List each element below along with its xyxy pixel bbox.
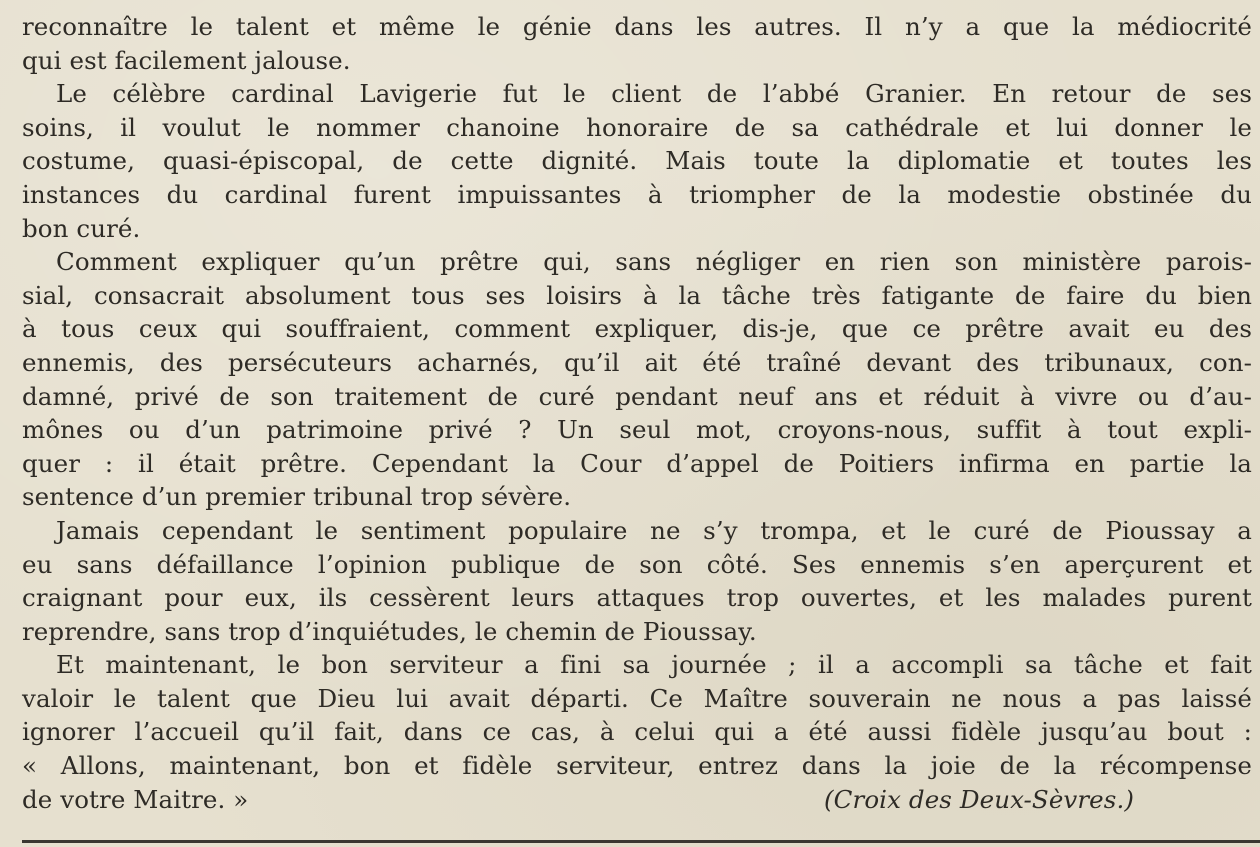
- text-line: reprendre, sans trop d’inquiétudes, le chemin de Pioussay.: [22, 616, 757, 646]
- text-line: ennemis, des persécuteurs acharnés, qu’il ait été traîné devant des tribunaux, con-: [22, 347, 1252, 377]
- text-line: mônes ou d’un patrimoine privé ? Un seul mot, croyons-nous, suffit à tout expli-: [22, 415, 1252, 445]
- text-line: craignant pour eux, ils cessèrent leurs attaques trop ouvertes, et les malades purent: [22, 583, 1252, 613]
- closing-text: de votre Maitre. »: [22, 784, 249, 814]
- text-line: Comment expliquer qu’un prêtre qui, sans négliger en rien son ministère parois-: [56, 247, 1252, 277]
- text-line: ignorer l’accueil qu’il fait, dans ce cas, à celui qui a été aussi fidèle jusqu’au bout :: [22, 717, 1252, 747]
- text-line: valoir le talent que Dieu lui avait départi. Ce Maître souverain ne nous a pas laissé: [22, 683, 1252, 713]
- text-line: « Allons, maintenant, bon et fidèle serviteur, entrez dans la joie de la récompense: [22, 751, 1252, 781]
- text-line: sentence d’un premier tribunal trop sévère.: [22, 482, 572, 512]
- text-line: Jamais cependant le sentiment populaire ne s’y trompa, et le curé de Pioussay a: [56, 515, 1252, 545]
- text-line: reconnaître le talent et même le génie dans les autres. Il n’y a que la médiocrité: [22, 12, 1252, 41]
- text-line: damné, privé de son traitement de curé pendant neuf ans et réduit à vivre ou d’au-: [22, 381, 1252, 411]
- paragraph: [22, 77, 1252, 245]
- paragraph: [22, 10, 1252, 77]
- bottom-rule: [22, 840, 1260, 843]
- text-line: à tous ceux qui souffraient, comment expliquer, dis-je, que ce prêtre avait eu des: [22, 314, 1252, 344]
- source-attribution: (Croix des Deux-Sèvres.): [824, 784, 1134, 814]
- article-text: [22, 10, 1252, 816]
- paragraph: [22, 245, 1252, 514]
- closing-line: [22, 783, 1252, 817]
- text-line: Et maintenant, le bon serviteur a fini sa journée ; il a accompli sa tâche et fait: [56, 650, 1252, 680]
- article-body: [22, 10, 1252, 783]
- text-line: bon curé.: [22, 213, 141, 243]
- text-line: Le célèbre cardinal Lavigerie fut le client de l’abbé Granier. En retour de ses: [56, 79, 1252, 109]
- paragraph: [22, 514, 1252, 648]
- text-line: soins, il voulut le nommer chanoine honoraire de sa cathédrale et lui donner le: [22, 112, 1252, 142]
- text-line: quer : il était prêtre. Cependant la Cour d’appel de Poitiers infirma en partie la: [22, 448, 1252, 478]
- text-line: eu sans défaillance l’opinion publique de son côté. Ses ennemis s’en aperçurent et: [22, 549, 1252, 579]
- text-line: costume, quasi-épiscopal, de cette dignité. Mais toute la diplomatie et toutes les: [22, 146, 1252, 176]
- paragraph: [22, 648, 1252, 782]
- text-line: qui est facilement jalouse.: [22, 45, 351, 75]
- text-line: sial, consacrait absolument tous ses loisirs à la tâche très fatigante de faire du bien: [22, 280, 1252, 310]
- text-line: instances du cardinal furent impuissantes à triompher de la modestie obstinée du: [22, 179, 1252, 209]
